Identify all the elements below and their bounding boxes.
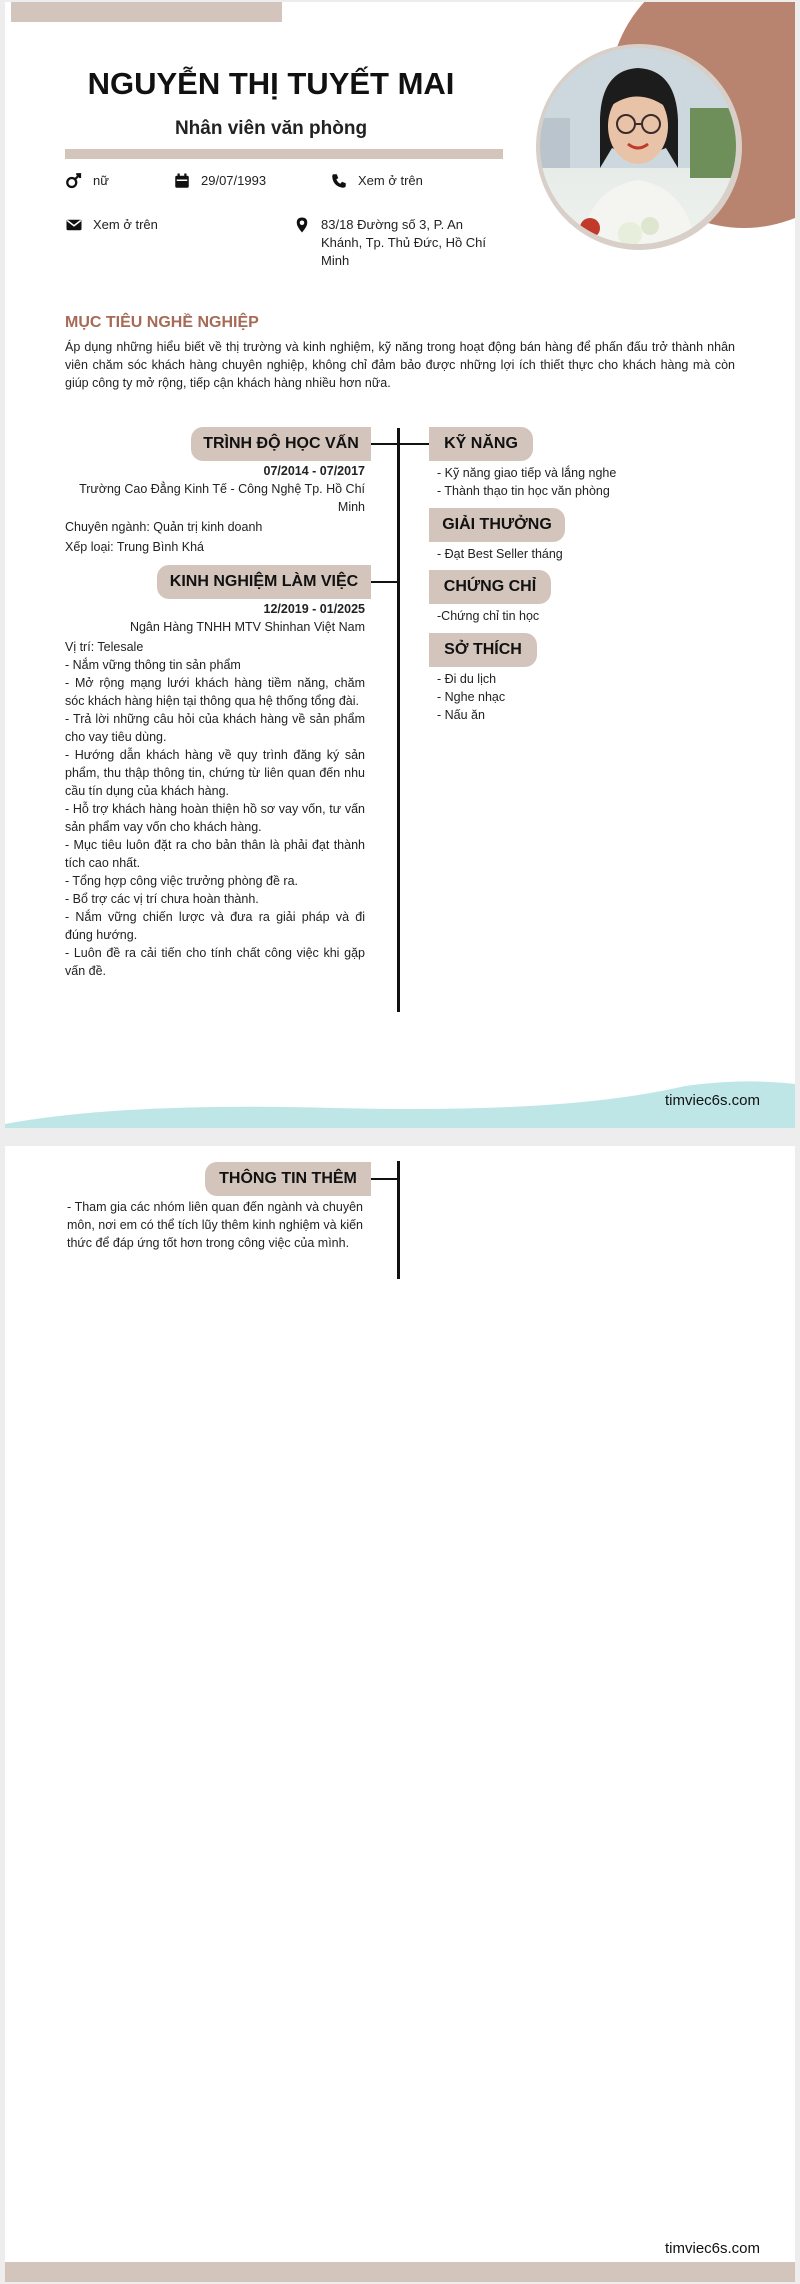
duty-item: - Trả lời những câu hỏi của khách hàng về sản phẩm cho vay tiêu dùng. xyxy=(65,712,365,744)
experience-position: Vị trí: Telesale xyxy=(65,640,144,654)
connector xyxy=(399,443,429,445)
experience-heading: KINH NGHIỆM LÀM VIỆC xyxy=(157,565,371,599)
footer-site: timviec6s.com xyxy=(665,1092,761,1109)
certificate-item: -Chứng chỉ tin học xyxy=(437,609,540,623)
skill-item: - Thành thạo tin học văn phòng xyxy=(437,484,610,498)
dob-value: 29/07/1993 xyxy=(201,173,267,188)
cv-page-1 xyxy=(5,2,795,1128)
connector xyxy=(371,443,399,445)
timeline-line xyxy=(397,428,400,1012)
duty-item: - Bổ trợ các vị trí chưa hoàn thành. xyxy=(65,892,259,906)
hobby-item: - Đi du lịch xyxy=(437,672,497,686)
cv-page-2 xyxy=(5,1146,795,2282)
education-period: 07/2014 - 07/2017 xyxy=(263,464,365,478)
duty-item: - Mở rộng mạng lưới khách hàng tiềm năng, chăm sóc khách hàng hiện tại thông qua hệ thống tổng đài. xyxy=(65,676,365,708)
footer-site: timviec6s.com xyxy=(665,2240,761,2257)
duty-item: - Nắm vững chiến lược và đưa ra giải pháp và đi đúng hướng. xyxy=(65,910,365,942)
certificates-heading: CHỨNG CHỈ xyxy=(429,570,551,604)
phone-icon xyxy=(330,172,348,190)
address-line-1: 83/18 Đường số 3, P. An xyxy=(321,217,464,232)
gender-icon xyxy=(65,172,83,190)
skills-list xyxy=(437,464,737,500)
duty-item: - Nắm vững thông tin sản phẩm xyxy=(65,658,241,672)
profile-photo xyxy=(536,44,742,250)
duty-item: - Luôn đề ra cải tiến cho tính chất công việc khi gặp vấn đề. xyxy=(65,946,365,978)
hobbies-list xyxy=(437,670,737,724)
hobby-item: - Nấu ăn xyxy=(437,708,485,722)
location-icon xyxy=(293,216,311,234)
address-line-2: Khánh, Tp. Thủ Đức, Hồ Chí xyxy=(321,235,487,250)
duty-item: - Mục tiêu luôn đặt ra cho bản thân là phải đạt thành tích cao nhất. xyxy=(65,838,365,870)
awards-list xyxy=(437,545,737,563)
connector xyxy=(371,1178,399,1180)
calendar-icon xyxy=(173,172,191,190)
duty-item: - Hỗ trợ khách hàng hoàn thiện hồ sơ vay vốn, tư vấn sản phẩm vay vốn cho khách hàng. xyxy=(65,802,365,834)
objective-title: MỤC TIÊU NGHỀ NGHIỆP xyxy=(65,314,259,331)
bottom-accent-bar xyxy=(5,2262,795,2282)
duty-item: - Hướng dẫn khách hàng về quy trình đăng ký sản phẩm, thu thập thông tin, chứng từ liên quan đến nhu cầu tín dụng của khách hàng. xyxy=(65,748,365,798)
contact-phone xyxy=(330,172,423,190)
contact-address xyxy=(293,216,486,270)
school-line-1: Trường Cao Đẳng Kinh Tế - Công Nghệ Tp. Hồ Chí xyxy=(79,482,365,496)
experience-duties xyxy=(65,656,365,980)
experience-company: Ngân Hàng TNHH MTV Shinhan Việt Nam xyxy=(129,620,365,634)
full-name: NGUYỄN THỊ TUYẾT MAI xyxy=(87,66,455,101)
contact-email xyxy=(65,216,158,234)
additional-text: - Tham gia các nhóm liên quan đến ngành và chuyên môn, nơi em có thể tích lũy thêm kinh nghiệm và kiến thức để đáp ứng tốt hơn trong công việc của mình. xyxy=(67,1200,363,1250)
name-underline xyxy=(65,149,503,159)
certificates-list xyxy=(437,607,737,625)
skill-item: - Kỹ năng giao tiếp và lắng nghe xyxy=(437,466,617,480)
contact-dob xyxy=(173,172,266,190)
phone-value: Xem ở trên xyxy=(358,173,423,188)
experience-period: 12/2019 - 01/2025 xyxy=(263,602,365,616)
address-line-3: Minh xyxy=(321,253,350,268)
connector xyxy=(371,581,399,583)
job-role: Nhân viên văn phòng xyxy=(174,118,368,139)
award-item: - Đạt Best Seller tháng xyxy=(437,547,563,561)
hobby-item: - Nghe nhạc xyxy=(437,690,506,704)
top-accent-bar xyxy=(11,2,282,22)
education-school xyxy=(65,480,365,516)
education-major: Chuyên ngành: Quản trị kinh doanh xyxy=(65,520,263,534)
school-line-2: Minh xyxy=(337,500,365,514)
duty-item: - Tổng hợp công việc trưởng phòng đề ra. xyxy=(65,874,299,888)
gender-value: nữ xyxy=(93,173,109,188)
skills-heading: KỸ NĂNG xyxy=(429,427,533,461)
education-rank: Xếp loại: Trung Bình Khá xyxy=(65,540,204,554)
education-heading: TRÌNH ĐỘ HỌC VẤN xyxy=(191,427,371,461)
hobbies-heading: SỞ THÍCH xyxy=(429,633,537,667)
contact-gender xyxy=(65,172,109,190)
awards-heading: GIẢI THƯỞNG xyxy=(429,508,565,542)
email-icon xyxy=(65,216,83,234)
objective-text: Áp dụng những hiểu biết về thị trường và kinh nghiệm, kỹ năng trong hoạt động bán hàng để phấn đấu trở thành nhân viên chăm sóc khách hàng chuyên nghiệp, không chỉ đảm bảo được những lợi ích thiết thực cho khách hàng mà còn giúp công ty mở rộng, tiếp cận khách hàng nhiều hơn nữa. xyxy=(65,340,735,390)
additional-heading: THÔNG TIN THÊM xyxy=(205,1162,371,1196)
email-value: Xem ở trên xyxy=(93,217,158,232)
